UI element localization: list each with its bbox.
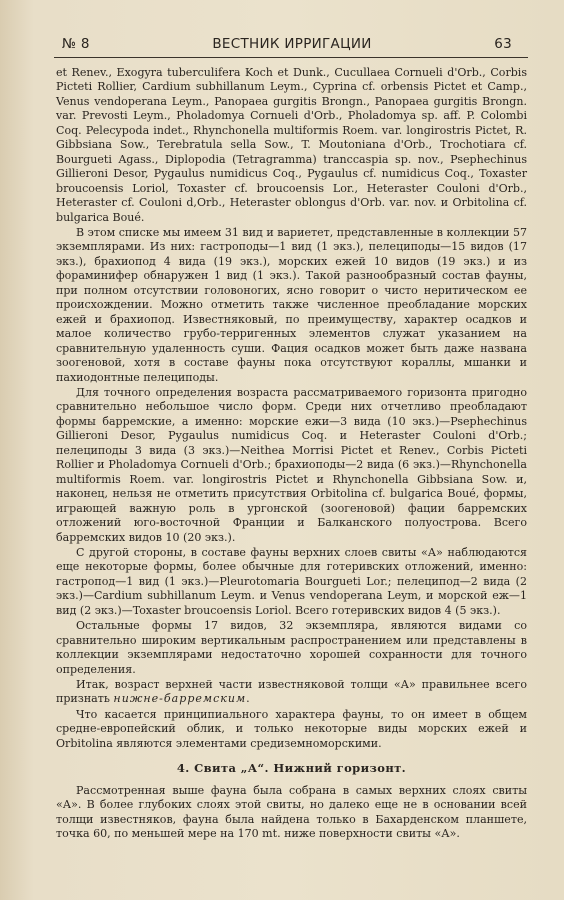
age-term: нижне-барремским <box>113 692 247 706</box>
remaining-forms-paragraph: Остальные формы 17 видов, 32 экземпляра, являются видами со сравнительно широким вертикальным распространением или представлены в коллекции экземплярами недостаточно хорошей сохранности для точного определения. <box>56 619 527 676</box>
age-conclusion-end: . <box>246 692 250 706</box>
barremian-forms-paragraph: Для точного определения возраста рассматриваемого горизонта пригодно сравнительно небольшое число форм. Среди них отчетливо преобладают формы барремские, а именно: морские ежи—3 вида (10 экз.)—Psephechinus Gillieroni Desor, Pygaulus numidicus Coq. и Heteraster Couloni d'Orb.; пелециподы 3 вида (3 экз.)—Neithea Morrisi Pictet et Renev., Corbis Picteti Rollier и Pholadomya Cornueli d'Orb.; брахиоподы—2 вида (6 экз.)—Rhynchonella multiformis Roem. var. longirostris Pictet и Rhynchonella Gibbsiana Sow. и, наконец, нельзя не отметить присутствия Orbitolina cf. bulgarica Boué, формы, играющей важную роль в ургонской (зоогеновой) фации барремских отложений юго-восточной Франции и Балканского полуострова. Всего барремских видов 10 (20 экз.). <box>56 385 527 544</box>
page-header <box>62 36 512 52</box>
journal-title: ВЕСТНИК ИРРИГАЦИИ <box>212 36 372 52</box>
section-heading <box>56 761 527 775</box>
page-number: 63 <box>494 36 512 52</box>
section-heading-text: 4. Свита „А“. Нижний горизонт. <box>176 761 407 776</box>
header-rule <box>54 57 528 58</box>
hauterivian-forms-paragraph: С другой стороны, в составе фауны верхних слоев свиты «А» наблюдаются еще некоторые формы, более обычные для готеривских отложений, именно: гастропод—1 вид (1 экз.)—Pleurotomaria Bourgueti Lor.; пелеципод—2 вида (2 экз.)—Cardium subhillanum Leym. и Venus vendoperana Leym, и морской еж—1 вид (2 экз.)—Toxaster broucoensis Loriol. Всего готеривских видов 4 (5 экз.). <box>56 545 527 617</box>
lower-horizon-paragraph: Рассмотренная выше фауна была собрана в самых верхних слоях свиты «А». В более глубоких слоях этой свиты, но далеко еще не в основании всей толщи известняков, фауна была найдена только в Бахарденском планшете, точка 60, по меньшей мере на 170 mt. ниже поверхности свиты «А». <box>56 783 527 841</box>
fauna-composition-paragraph: В этом списке мы имеем 31 вид и вариетет, представленные в коллекции 57 экземплярами. Из них: гастроподы—1 вид (1 экз.), пелециподы—15 видов (17 экз.), брахиопод 4 вида (19 экз.), морских ежей 10 видов (19 экз.) и из фораминифер обнаружен 1 вид (1 экз.). Такой разнообразный состав фауны, при полном отсутствии головоногих, ясно говорит о чисто неритическом ее происхождении. Можно отметить также численное преобладание морских ежей и брахиопод. Известняковый, по преимуществу, характер осадков и малое количество грубо-терригенных элементов служат указанием на сравнительную удаленность суши. Фация осадков может быть даже названа зоогеновой, хотя в составе фауны пока отсутствуют кораллы, мшанки и пахиодонтные пелециподы. <box>56 225 527 384</box>
age-conclusion-text: Итак, возраст верхней части известняковой толщи «А» правильнее всего признать <box>56 678 527 706</box>
issue-number: № 8 <box>62 36 90 52</box>
article-body <box>56 66 527 843</box>
fauna-character-paragraph: Что касается принципиального характера фауны, то он имеет в общем средне-европейский облик, и только некоторые виды морских ежей и Orbitolina являются элементами средиземноморскими. <box>56 707 527 750</box>
age-conclusion-paragraph <box>56 678 527 707</box>
species-list-paragraph: et Renev., Exogyra tuberculifera Koch et Dunk., Cucullaea Cornueli d'Orb., Corbis Picteti Rollier, Cardium subhillanum Leym., Cyprina cf. orbensis Pictet et Camp., Venus vendoperana Leym., Panopaea gurgitis Brongn., Panopaea gurgitis Brongn. var. Prevosti Leym., Pholadomya Cornueli d'Orb., Pholadomya sp. aff. P. Colombi Coq. Pelecypoda indet., Rhynchonella multiformis Roem. var. longirostris Pictet, R. Gibbsiana Sow., Terebratula sella Sow., T. Moutoniana d'Orb., Trochotiara cf. Bourgueti Agass., Diplopodia (Tetragramma) tranccaspia sp. nov., Psephechinus Gillieroni Desor, Pygaulus numidicus Coq., Pygaulus cf. numidicus Coq., Toxaster broucoensis Loriol, Toxaster cf. broucoensis Lor., Heteraster Couloni d'Orb., Heteraster cf. Couloni d,Orb., Heteraster oblongus d'Orb. var. nov. и Orbitolina cf. bulgarica Boué. <box>56 66 527 224</box>
